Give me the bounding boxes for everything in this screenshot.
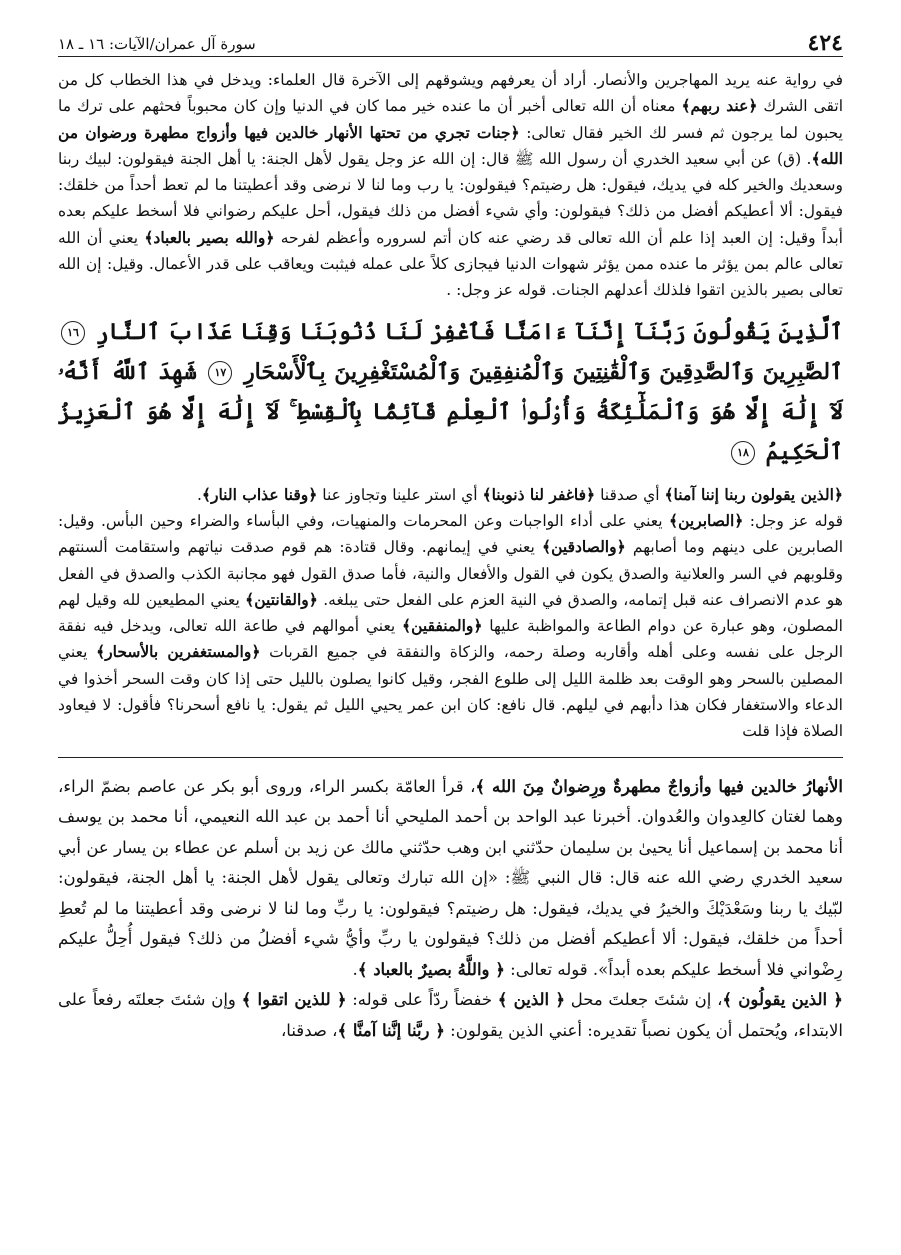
text: . (ق) عن أبي سعيد الخدري أن رسول الله ﷺ قال: إن الله عز وجل يقول لأهل الجنة: يا أهل الجنة فيقولون: لبيك ربنا وسعديك والخير كله في يديك، فيقول: هل رضيتم؟ فيقولون: يا رب وما لنا لا نرضى وقد أعطيتنا ما لم تعط أحداً من خلقك: فيقول: ألا أعطيكم أفضل من ذلك؟ فيقولون: وأي شيء أفضل من ذلك فيقول، أحل عليكم رضواني فلا أسخط عليكم بعده أبداً وقيل: إن العبد إذا علم أن الله تعالى قد رضي عنه كان أتم لسروره وأعظم لفرحه (58, 149, 843, 247)
quran-quote: ﴿ للذين اتقوا ﴾ (241, 990, 347, 1010)
page-number: ٤٢٤ (807, 30, 843, 56)
text: . (352, 959, 358, 979)
surah-reference: سورة آل عمران/الآيات: ١٦ ـ ١٨ (58, 35, 256, 53)
quran-quote: ﴿والصادقين﴾ (542, 537, 626, 557)
text: ، إن شئتَ جعلتَ محل (565, 990, 723, 1010)
verse-number-marker: ١٧ (208, 361, 232, 385)
quran-quote: ﴿ الذين ﴾ (497, 990, 565, 1010)
text: أي صدقنا (595, 485, 665, 504)
lower-paragraph-1 (58, 772, 843, 986)
main-commentary (58, 67, 843, 745)
text: يعني المصلين بالسحر وهو الوقت بعد ظلمة الليل إلى طلوع الفجر، وقيل كانوا يصلون بالليل حتى إذا كان وقت السحر أخذوا في الدعاء والاستغفار فكان هذا دأبهم في ليلهم. قال نافع: كان ابن عمر يحيي الليل ثم يقول: يا نافع أسحرنا؟ فأقول: لا فيعاود الصلاة فإذا قلت (58, 643, 843, 741)
text: وإن شئتَ جعلتَه رفعاً على الابتداء، ويُحتمل أن يكون نصباً تقديره: أعني الذين يقولون: (58, 990, 843, 1040)
verse-text: ٱلَّذِينَ يَقُولُونَ رَبَّنَآ إِنَّنَآ ءَامَنَّا فَٱغْفِرْ لَنَا ذُنُوبَنَا وَقِنَا عَذَابَ ٱلنَّارِ (95, 318, 843, 345)
text: قوله عز وجل: (743, 511, 843, 530)
text: في رواية عنه يريد المهاجرين والأنصار. أراد أن يعرفهم ويشوقهم إلى الآخرة قال العلماء: ويدخل في هذا الخطاب كل من اتقى الشرك (58, 71, 843, 116)
quran-quote: ﴿والله بصير بالعباد﴾ (144, 227, 275, 247)
paragraph-tafsir-2 (58, 508, 843, 745)
paragraph-intro (58, 67, 843, 304)
quran-quote: الأنهارُ خالدين فيها وأزواجٌ مطهرةٌ ورِضوانٌ مِنَ الله ﴾ (475, 776, 843, 796)
lower-paragraph-2 (58, 985, 843, 1046)
quran-quote: ﴿فاغفر لنا ذنوبنا﴾ (482, 484, 596, 504)
text: يعني على أداء الواجبات وعن المحرمات والمنهيات، وفي البأساء والضراء وحين البأس. وقيل: الصابرين على دينهم وما أصابهم (58, 511, 844, 557)
text: يعني في إيمانهم. وقال قتادة: هم قوم صدقت نياتهم واستقامت ألسنتهم وقلوبهم في السر والعلانية والصدق يكون في القول والأفعال والنية، فأما صدق القول فهو مجانبة الكذب والصدق في الفعل هو عدم الانصراف عنه قبل إتمامه، والصدق في النية العزم على الفعل حتى يبلغه. (58, 538, 843, 609)
quran-quote: ﴿جنات تجري من تحتها الأنهار خالدين فيها وأزواج مطهرة ورضوان من الله﴾ (58, 122, 843, 168)
text: . (196, 485, 202, 504)
quran-quote: ﴿عند ربهم﴾ (681, 96, 758, 116)
quran-quote: ﴿ الذين يقولُون ﴾ (722, 990, 843, 1010)
lower-commentary (58, 772, 843, 1047)
text: خفضاً ردّاً على قوله: (346, 990, 498, 1010)
book-page (58, 28, 843, 1235)
verse-number-marker: ١٦ (61, 321, 85, 345)
verse-number-marker: ١٨ (731, 441, 755, 465)
quran-quote: ﴿والمستغفرين بالأسحار﴾ (96, 642, 261, 662)
quran-quote: ﴿الذين يقولون ربنا إننا آمنا﴾ (664, 484, 843, 504)
text: يعني أن الله تعالى عالم بمن يؤثر ما عنده ممن يؤثر شهوات الدنيا فيجازى كلاً على عمله فيثبت ويعاقب على قدر الأعمال. وقيل: إن الله تعالى بصير بالذين اتقوا فلذلك أعدلهم الجنات. قوله عز وجل: . (58, 228, 843, 300)
quran-quote: ﴿الصابرين﴾ (669, 510, 744, 530)
quran-quote: ﴿وقنا عذاب النار﴾ (201, 484, 318, 504)
verse-text: شَهِدَ ٱللَّهُ أَنَّهُۥ لَآ إِلَٰهَ إِلَّا هُوَ وَٱلْمَلَٰٓئِكَةُ وَأُو۟لُوا۟ ٱلْعِلْمِ قَآئِمًۢا بِٱلْقِسْطِ ۚ لَآ إِلَٰهَ إِلَّا هُوَ ٱلْعَزِيزُ ٱلْحَكِيمُ (58, 358, 843, 465)
text: ، صدقنا، (280, 1020, 338, 1040)
quran-quote: ﴿ ربَّنا إنَّنا آمنَّا ﴾ (337, 1020, 445, 1040)
quran-quote: ﴿ واللَّهُ بصيرٌ بالعباد ﴾ (357, 959, 505, 979)
text: أي استر علينا وتجاوز عنا (317, 485, 483, 504)
section-divider (58, 757, 843, 758)
quran-verse-block (58, 312, 843, 472)
page-header (58, 28, 843, 57)
quran-quote: ﴿والقانتين﴾ (245, 589, 318, 609)
text: معناه أن الله تعالى أخبر أن ما عنده خير مما كان في الدنيا وإن كان محبوباً فحثهم على ترك ما يحبون لما يرجون ثم فسر لك الخير فقال تعالى: (58, 97, 843, 142)
text: ، قرأ العامّة بكسر الراء، وروى أبو بكر عن عاصم بضمّ الراء، وهما لغتان كالعِدوان والعُدوان. أخبرنا عبد الواحد بن أحمد المليحي أنا أحمد بن عبد الله النعيمي، أنا محمد بن يوسف أنا محمد بن إسماعيل أنا يحيىٰ بن سليمان حدّثني ابن وهب حدّثني مالك عن زيد بن أسلم عن عطاء بن يسار عن أبي سعيد الخدري رضي الله عنه قال: قال النبي ﷺ: «إن الله تبارك وتعالى يقول لأهل الجنة: يا أهل الجنة، فيقولون: لبّيك يا ربنا وسَعْدَيْكَ والخيرُ في يديك، فيقول: هل رضيتم؟ فيقولون: يا ربِّ وما لنا لا نرضى وقد أعطيتنا ما لم تُعطِ أحداً من خلقك، فيقول: ألا أعطيكم أفضل من ذلك؟ فيقولون يا ربِّ وأيُّ شيء أفضلُ من ذلك؟ فيقول أُحِلُّ عليكم رِضْواني فلا أسخط عليكم بعده أبداً». قوله تعالى: (58, 776, 843, 979)
text: يعني أموالهم في طاعة الله تعالى، ويدخل فيه نفقة الرجل على نفسه وعلى أهله وأقاربه وصلة رحمه، والزكاة والنفقة في جميع القربات (58, 617, 843, 662)
verse-text: ٱلصَّٰبِرِينَ وَٱلصَّٰدِقِينَ وَٱلْقَٰنِتِينَ وَٱلْمُنفِقِينَ وَٱلْمُسْتَغْفِرِينَ بِٱلْأَسْحَارِ (244, 358, 843, 385)
quran-quote: ﴿والمنفقين﴾ (402, 616, 483, 636)
paragraph-tafsir-1 (58, 482, 843, 508)
text: يعني المطيعين لله وقيل لهم المصلون، وهو عبارة عن دوام الطاعة والمواظبة عليها (58, 590, 843, 636)
